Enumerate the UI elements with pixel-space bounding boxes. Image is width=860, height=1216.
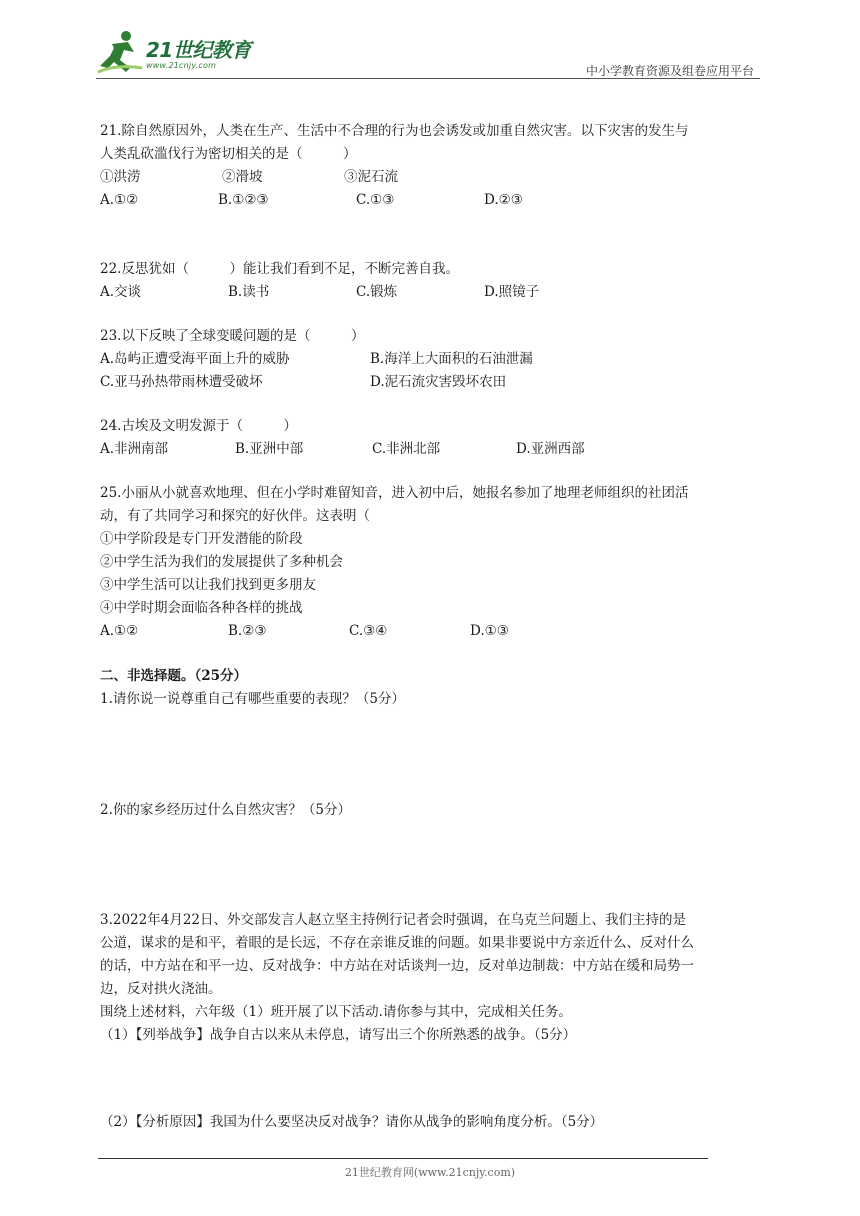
question-s2-2: 2.你的家乡经历过什么自然灾害？（5分） <box>100 802 351 818</box>
q3-material-line3: 的话，中方站在和平一边、反对战争：中方站在对话谈判一边，反对单边制裁：中方站在缓和局势一 <box>100 958 694 974</box>
q21-item-2: ②滑坡 <box>222 169 263 185</box>
q23-options-row2 <box>100 371 764 394</box>
question-25 <box>100 482 764 643</box>
runner-logo-icon <box>94 28 146 76</box>
q25-stem-line1: 25.小丽从小就喜欢地理、但在小学时难留知音，进入初中后，她报名参加了地理老师组织的社团活 <box>100 485 689 501</box>
q25-option-a: A.①② <box>100 623 139 639</box>
q25-item-2: ②中学生活为我们的发展提供了多种机会 <box>100 554 343 570</box>
q25-option-b: B.②③ <box>228 623 267 639</box>
q3-material-line4: 边，反对拱火浇油。 <box>100 981 222 997</box>
q24-option-c: C.非洲北部 <box>372 441 441 457</box>
question-22 <box>100 258 764 304</box>
q3-material-line1: 3.2022年4月22日、外交部发言人赵立坚主持例行记者会时强调，在乌克兰问题上、我们主持的是 <box>100 912 687 928</box>
q23-option-a: A.岛屿正遭受海平面上升的威胁 <box>100 351 290 367</box>
logo-text: 21世纪教育 <box>146 38 251 62</box>
site-logo <box>94 28 264 76</box>
q23-stem: 23.以下反映了全球变暖问题的是（ ） <box>100 328 365 344</box>
q21-option-a: A.①② <box>100 192 139 208</box>
q24-stem: 24.古埃及文明发源于（ ） <box>100 418 297 434</box>
question-s2-3 <box>100 909 764 1134</box>
q21-option-d: D.②③ <box>484 192 523 208</box>
q23-option-c: C.亚马孙热带雨林遭受破坏 <box>100 374 263 390</box>
q3-sub1: （1）【列举战争】战争自古以来从未停息，请写出三个你所熟悉的战争。（5分） <box>100 1027 577 1043</box>
q23-options-row1 <box>100 348 764 371</box>
question-s2-1: 1.请你说一说尊重自己有哪些重要的表现？（5分） <box>100 691 405 707</box>
q24-option-b: B.亚洲中部 <box>235 441 304 457</box>
answer-space-3-1 <box>100 1047 764 1111</box>
page-header <box>94 28 760 80</box>
q24-option-a: A.非洲南部 <box>100 441 169 457</box>
q25-stem-line2: 动，有了共同学习和探究的好伙伴。这表明（ <box>100 508 370 524</box>
section-2-title: 二、非选择题。（25分） <box>100 668 248 684</box>
q22-option-c: C.锻炼 <box>356 284 398 300</box>
q21-option-c: C.①③ <box>356 192 395 208</box>
q24-option-d: D.亚洲西部 <box>516 441 585 457</box>
question-24 <box>100 415 764 461</box>
question-21 <box>100 120 764 212</box>
q23-option-d: D.泥石流灾害毁坏农田 <box>370 374 507 390</box>
platform-title: 中小学教育资源及组卷应用平台 <box>585 64 754 78</box>
q3-material-line2: 公道，谋求的是和平，着眼的是长远，不存在亲谁反谁的问题。如果非要说中方亲近什么、反对什么 <box>100 935 694 951</box>
q25-item-1: ①中学阶段是专门开发潜能的阶段 <box>100 531 303 547</box>
answer-space-2 <box>100 822 764 909</box>
footer-divider <box>98 1158 708 1159</box>
q22-stem: 22.反思犹如（ ）能让我们看到不足，不断完善自我。 <box>100 261 459 277</box>
q21-item-3: ③泥石流 <box>344 169 398 185</box>
q24-options <box>100 438 764 461</box>
q25-option-c: C.③④ <box>349 623 388 639</box>
q21-stem-line2: 人类乱砍滥伐行为密切相关的是（ ） <box>100 146 357 162</box>
q21-option-b: B.①②③ <box>218 192 269 208</box>
q22-option-d: D.照镜子 <box>484 284 540 300</box>
q21-item-1: ①洪涝 <box>100 169 141 185</box>
q3-sub2: （2）【分析原因】我国为什么要坚决反对战争？请你从战争的影响角度分析。（5分） <box>100 1114 604 1130</box>
q25-item-3: ③中学生活可以让我们找到更多朋友 <box>100 577 316 593</box>
question-23 <box>100 325 764 394</box>
header-divider <box>96 78 760 79</box>
q21-options <box>100 189 764 212</box>
q3-instruction: 围绕上述材料，六年级（1）班开展了以下活动.请你参与其中，完成相关任务。 <box>100 1004 572 1020</box>
q25-options <box>100 620 764 643</box>
exam-content <box>100 120 764 1134</box>
logo-url: www.21cnjy.com <box>146 61 217 70</box>
q22-options <box>100 281 764 304</box>
q25-option-d: D.①③ <box>470 623 509 639</box>
q21-stem-line1: 21.除自然原因外，人类在生产、生活中不合理的行为也会诱发或加重自然灾害。以下灾害的发生与 <box>100 123 689 139</box>
q21-items <box>100 166 764 189</box>
q23-option-b: B.海洋上大面积的石油泄漏 <box>370 351 533 367</box>
q25-item-4: ④中学时期会面临各种各样的挑战 <box>100 600 303 616</box>
q22-option-b: B.读书 <box>228 284 270 300</box>
q22-option-a: A.交谈 <box>100 284 142 300</box>
page-footer: 21世纪教育网(www.21cnjy.com) <box>344 1166 516 1179</box>
answer-space-1 <box>100 711 764 799</box>
